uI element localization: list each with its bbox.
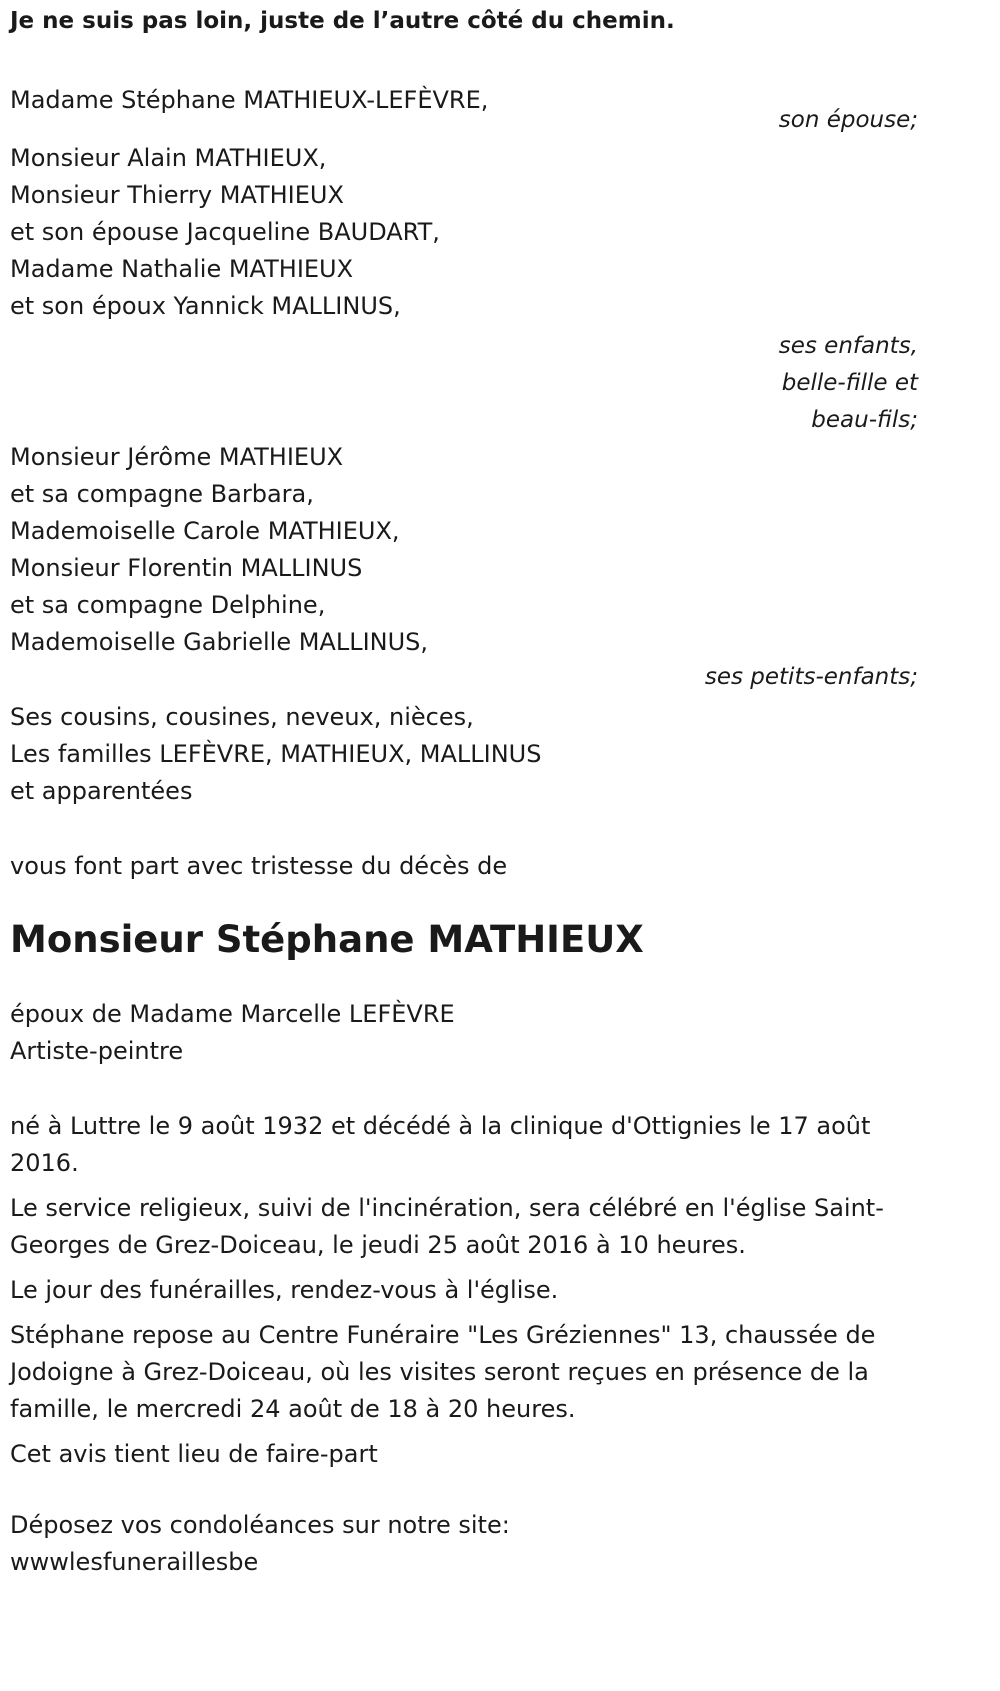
condolences-label: Déposez vos condoléances sur notre site: [10, 1511, 510, 1539]
grandchild-name-line: Mademoiselle Gabrielle MALLINUS, [10, 628, 429, 656]
relatives-line: Les familles LEFÈVRE, MATHIEUX, MALLINUS [10, 740, 542, 768]
child-name-line: Madame Nathalie MATHIEUX [10, 255, 354, 283]
child-name-line: et son époux Yannick MALLINUS, [10, 292, 401, 320]
notice-text: Cet avis tient lieu de faire-part [10, 1440, 378, 1468]
visitation-text: Stéphane repose au Centre Funéraire "Les Gréziennes" 13, chaussée de Jodoigne à Grez-Doiceau, où les visites seront reçues en présence de la famille, le mercredi 24 août de 18 à 20 heures. [10, 1321, 876, 1423]
epigraph-quote: Je ne suis pas loin, juste de l’autre côté du chemin. [10, 8, 675, 34]
deceased-profession: Artiste-peintre [10, 1037, 184, 1065]
meeting-text: Le jour des funérailles, rendez-vous à l'église. [10, 1276, 559, 1304]
spouse-block [10, 80, 918, 138]
grandchildren-block [10, 439, 918, 695]
child-name-line: et son épouse Jacqueline BAUDART, [10, 218, 440, 246]
relatives-line: Ses cousins, cousines, neveux, nièces, [10, 703, 474, 731]
grandchild-name-line: Mademoiselle Carole MATHIEUX, [10, 517, 400, 545]
children-relation-line: beau-fils; [811, 407, 918, 433]
service-text: Le service religieux, suivi de l'incinération, sera célébré en l'église Saint-Georges de Grez-Doiceau, le jeudi 25 août 2016 à 10 heures. [10, 1194, 884, 1259]
children-relation-line: ses enfants, [778, 333, 918, 359]
deceased-spouse: époux de Madame Marcelle LEFÈVRE [10, 1000, 455, 1028]
grandchild-name-line: Monsieur Florentin MALLINUS [10, 554, 363, 582]
grandchild-name-line: et sa compagne Delphine, [10, 591, 326, 619]
relatives-block [10, 699, 918, 810]
website-link[interactable]: wwwlesfuneraillesbe [10, 1548, 259, 1576]
spouse-name: Madame Stéphane MATHIEUX-LEFÈVRE, [10, 86, 489, 114]
birth-death-text: né à Luttre le 9 août 1932 et décédé à la clinique d'Ottignies le 17 août 2016. [10, 1112, 871, 1177]
children-relation-line: belle-fille et [781, 370, 918, 396]
announcement-text: vous font part avec tristesse du décès de [10, 852, 508, 880]
deceased-details [10, 996, 918, 1070]
deceased-name: Monsieur Stéphane MATHIEUX [10, 918, 644, 961]
grandchildren-relation: ses petits-enfants; [704, 664, 918, 690]
child-name-line: Monsieur Alain MATHIEUX, [10, 144, 327, 172]
relatives-line: et apparentées [10, 777, 193, 805]
spouse-relation: son épouse; [778, 107, 918, 133]
grandchild-name-line: Monsieur Jérôme MATHIEUX [10, 443, 344, 471]
condolences-block [10, 1507, 918, 1581]
grandchild-name-line: et sa compagne Barbara, [10, 480, 314, 508]
child-name-line: Monsieur Thierry MATHIEUX [10, 181, 344, 209]
children-block [10, 140, 918, 439]
